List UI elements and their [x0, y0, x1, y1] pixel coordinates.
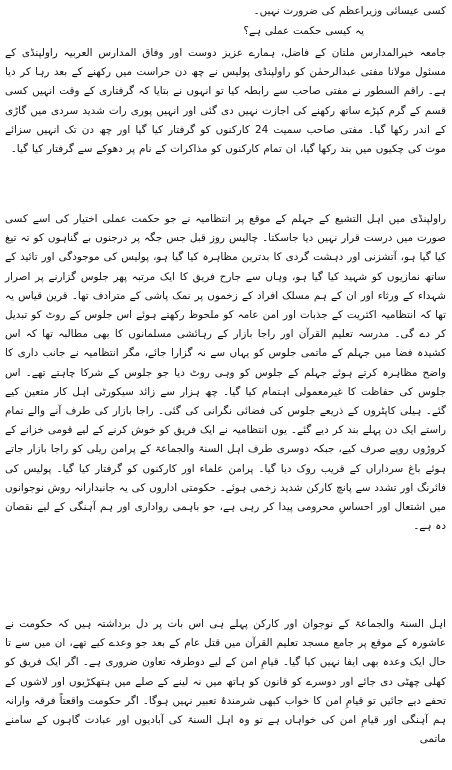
- intro-line-2: یہ کیسی حکمت عملی ہے؟: [243, 25, 364, 37]
- intro-line-1: کسی عیسائی وزیراعظم کی ضرورت نہیں۔: [253, 5, 446, 17]
- paragraph-1: جامعہ خیرالمدارس ملتان کے فاضل، ہمارے عزیز دوست اور وفاق المدارس العربیہ راولپنڈی کے مسئول مولانا مفتی عبدالرحمٰن کو راولپنڈی پولیس نے چھ دن حراست میں رکھنے کے بعد رہا کر دیا ہے۔ راقم السطور نے مفتی صاحب سے رابطہ کیا تو انہوں نے بتایا کہ گرفتاری کے وقت انہیں کسی قسم کے گرم کپڑے ساتھ رکھنے کی اجازت نہیں دی گئی اور انہیں پوری رات شدید سردی میں گاڑی کے اندر رکھا گیا۔ مفتی صاحب سمیت 24 کارکنوں کو گرفتار کیا گیا اور چھ دن تک انہیں سزائے موت کی چکیوں میں بند رکھا گیا، ان تمام کارکنوں کو مذاکرات کے نام پر دھوکے سے گرفتار کیا گیا۔: [5, 47, 446, 156]
- paragraph-3: اہل السنۃ والجماعۃ کے نوجوان اور کارکن پہلے ہی اس بات پر دل برداشتہ ہیں کہ حکومت نے عاشورہ کے موقع پر جامع مسجد تعلیم القرآن میں قتل عام کے بعد جو وعدے کیے تھے، ان میں سے تا حال ایک وعدہ بھی ایفا نہیں کیا گیا۔ قیامِ امن کے لیے دوطرفہ تعاون ضروری ہے۔ اگر ایک فریق کو کھلی چھٹی دی جائے اور دوسرے کو قانون کو ہاتھ میں نہ لینے کے صلے میں ہتھکڑیوں اور لاشوں کے تحفے دیے جائیں تو قیامِ امن کا خواب کبھی شرمندۂ تعبیر نہیں ہوگا۔ اگر حکومت واقعتاً فرقہ وارانہ ہم آہنگی اور قیامِ امن کی خواہاں ہے تو وہ اہل السنۃ کی آبادیوں اور عبادت گاہوں کے سامنے ماتمی: [5, 618, 446, 746]
- paragraph-2: راولپنڈی میں اہل التشیع کے جہلم کے موقع پر انتظامیہ نے جو حکمت عملی اختیار کی اسے کسی صورت میں درست قرار نہیں دیا جاسکتا۔ چالیس روز قبل جس جگہ پر درجنوں بے گناہوں کو تہ تیغ کیا گیا ہو، آتشزنی اور دہشت گردی کا بدترین مظاہرہ کیا گیا ہو، پولیس کی موجودگی اور تائید کے ساتھ نمازیوں کو شہید کیا گیا ہو، وہاں سے جارح فریق کا ایک مرتبہ پھر جلوس گزارنے پر اصرار شہداء کے ورثاء اور ان کے ہم مسلک افراد کے زخموں پر نمک پاشی کے مترادف تھا۔ قرین قیاس یہ تھا کہ انتظامیہ اکثریت کے جذبات اور امن عامہ کو ملحوظ رکھتے ہوئے اس جلوس کے روٹ کو تبدیل کر دے گی۔ مدرسہ تعلیم القرآن اور راجا بازار کے رہائشی مسلمانوں کا بھی مطالبہ تھا کہ اس کشیدہ فضا میں جہلم کے ماتمی جلوس کو یہاں سے نہ گزارا جائے، مگر انتظامیہ نے جانب داری کا واضح مظاہرہ کرتے ہوئے جہلم کے جلوس کو وہی روٹ دیا جو جلوس کے شرکا چاہتے تھے۔ اس جلوس کی حفاظت کا غیرمعمولی اہتمام کیا گیا۔ چھ ہزار سے زائد سیکورٹی اہل کار متعین کیے گئے۔ ہیلی کاپٹروں کے ذریعے جلوس کی فضائی نگرانی کی گئی۔ راجا بازار کی طرف آنے والے تمام راستے ایک دن پہلے بند کر دیے گئے۔ یوں انتظامیہ نے ایک فریق کو خوش کرنے کے لیے قومی خزانے کے کروڑوں روپے صرف کیے، جبکہ دوسری طرف اہل السنۃ والجماعۃ کے پرامن ریلی کو راجا بازار جاتے ہوئے باغ سرداراں کے قریب روک دیا گیا۔ پرامن علماء اور کارکنوں کو گرفتار کیا گیا۔ پولیس کی فائرنگ اور تشدد سے پانچ کارکن شدید زخمی ہوئے۔ حکومتی اداروں کی یہ جانبدارانہ روش نوجوانوں میں اشتعال اور احساسِ محرومی پیدا کر رہی ہے، جو باہمی رواداری اور ہم آہنگی کے لیے نقصان دہ ہے۔: [5, 213, 446, 533]
